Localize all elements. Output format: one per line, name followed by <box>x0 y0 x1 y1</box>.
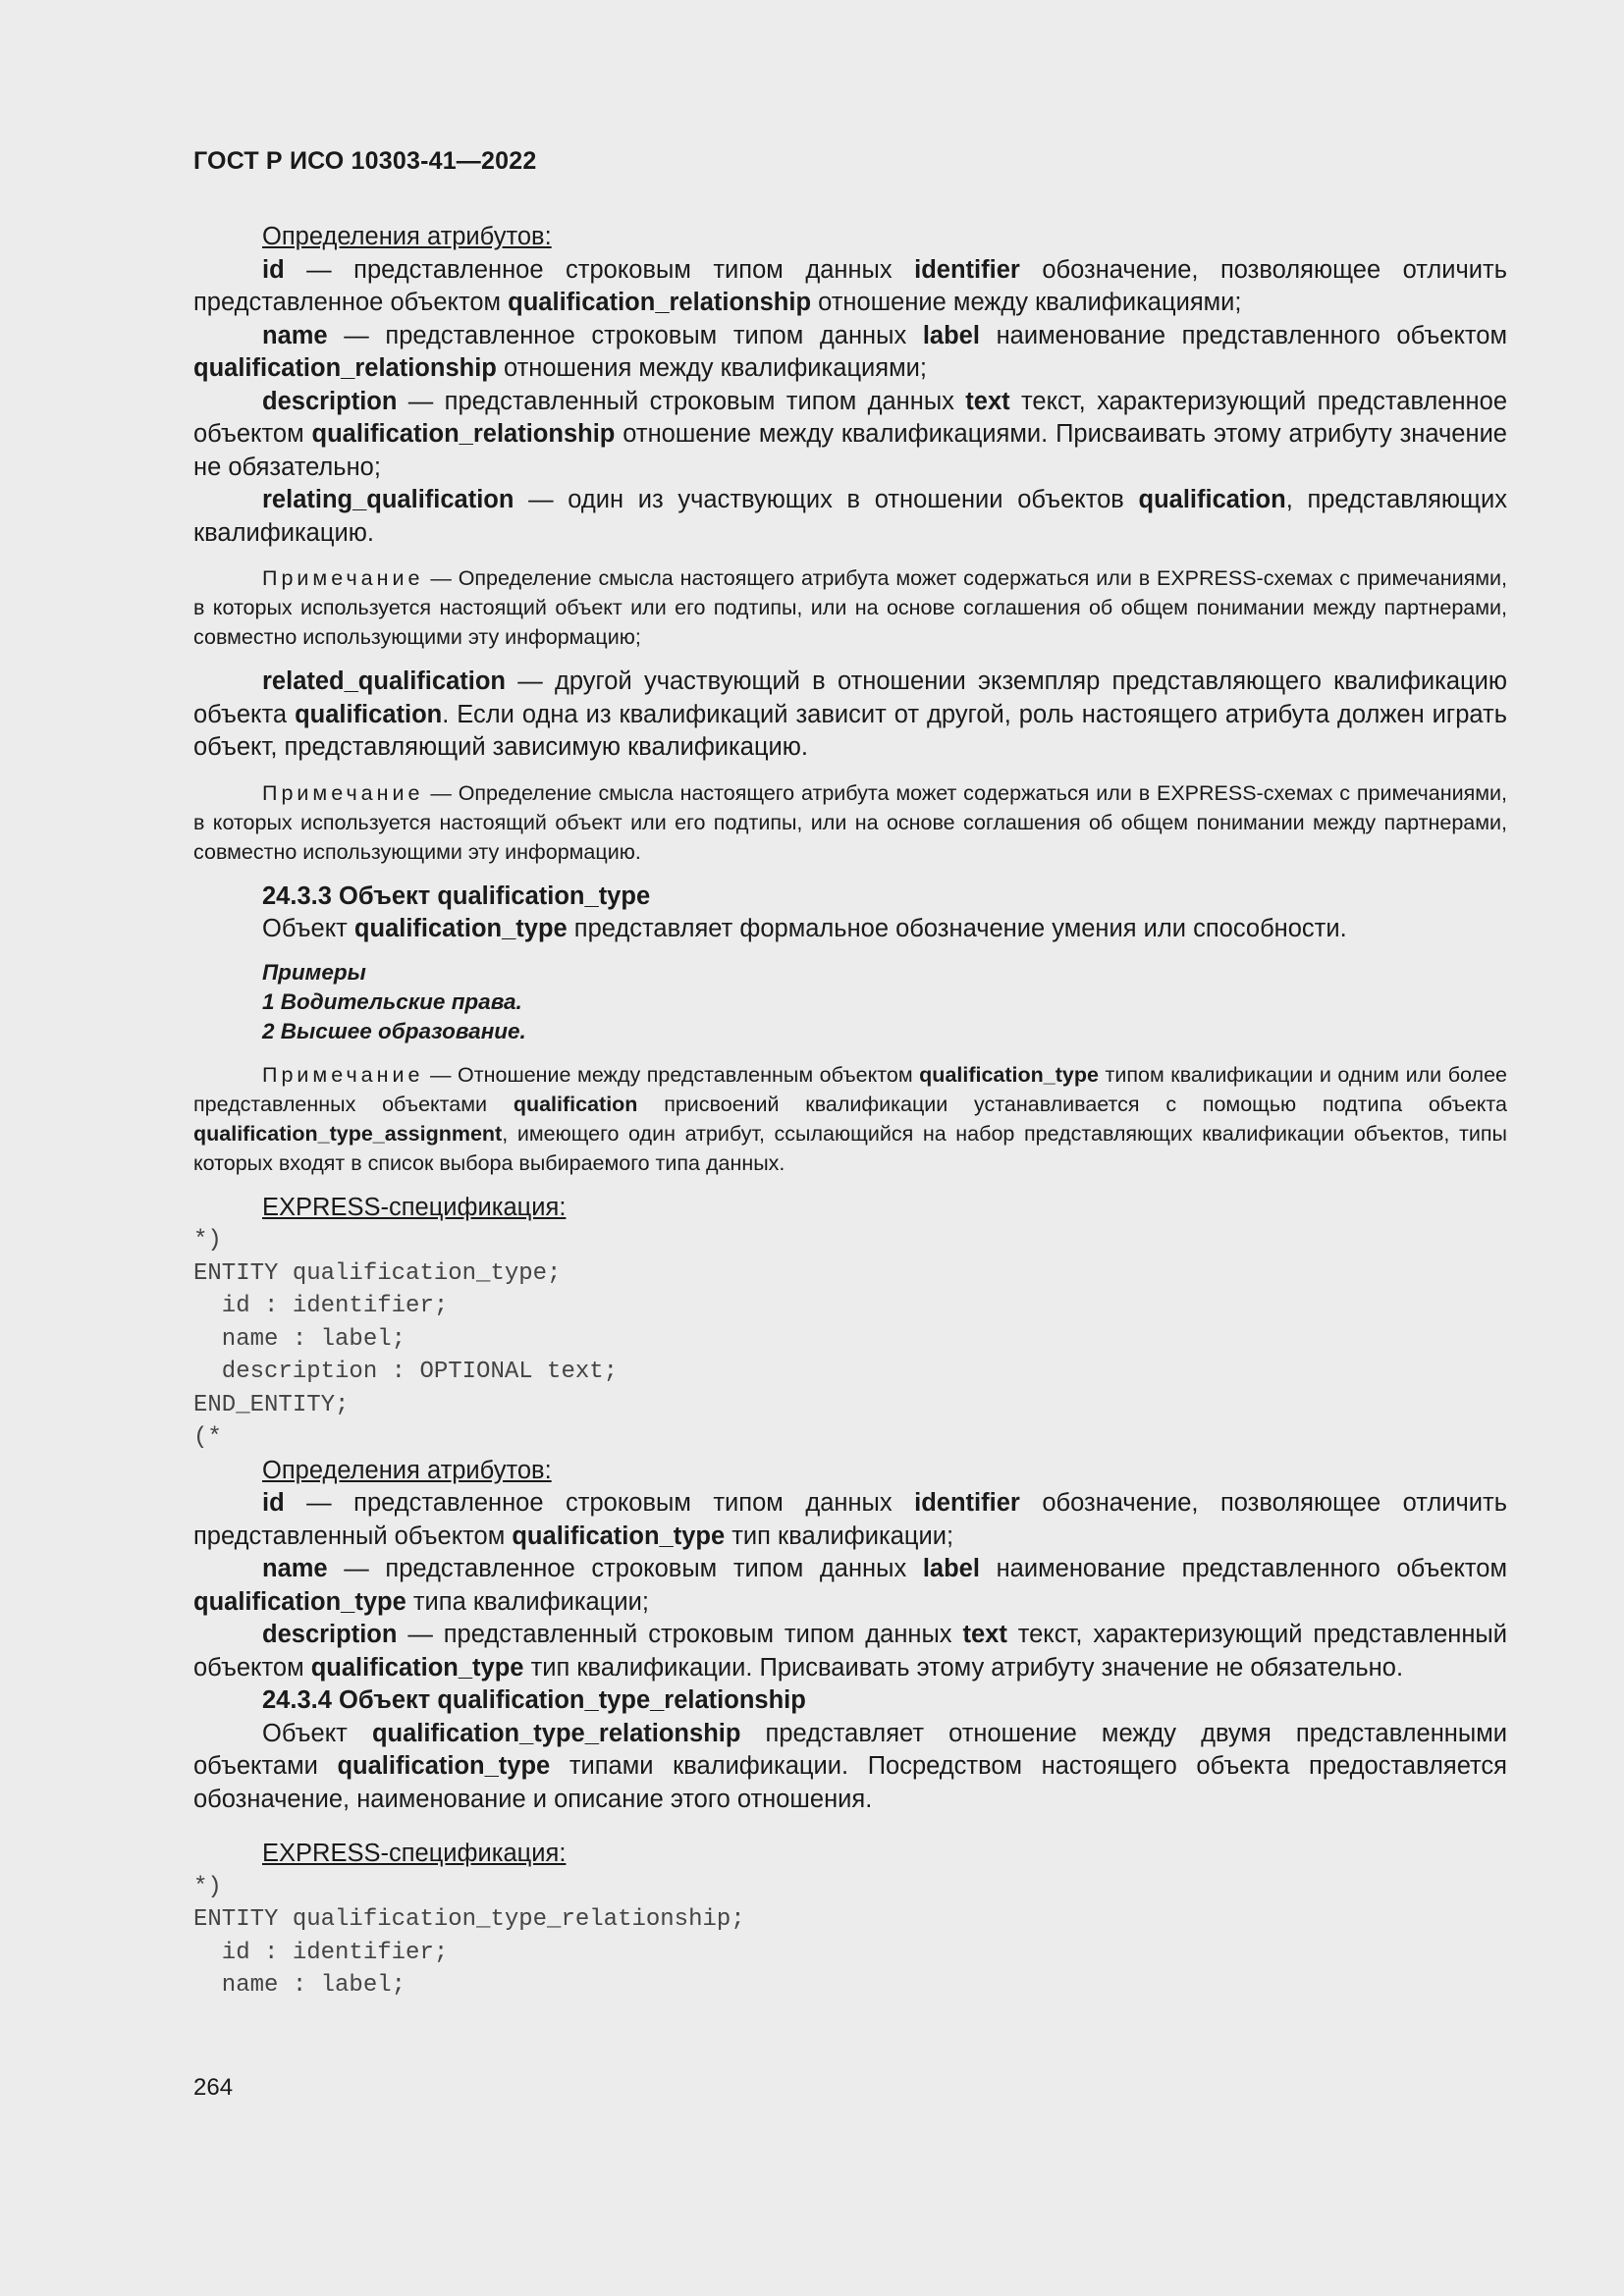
def-relating-qualification: relating_qualification — один из участвующих в отношении объектов qualification, представляющих квалификацию. <box>193 486 1508 547</box>
section-heading-24-3-4: 24.3.4 Объект qualification_type_relationship <box>262 1686 806 1714</box>
document-page <box>193 147 1507 2002</box>
page-number: 264 <box>193 2074 234 2101</box>
document-header: ГОСТ Р ИСО 10303-41—2022 <box>193 147 537 175</box>
note-3: Примечание — Отношение между представленным объектом qualification_type типом квалификации и одним или более представленных объектами qualification присвоений квалификации устанавливается с помощью подтипа объекта qualification_type_assignment, имеющего один атрибут, ссылающийся на набор представляющих квалификации объектов, типы которых входят в список выбора выбираемого типа данных. <box>193 1062 1507 1175</box>
def-name: name — представленное строковым типом данных label наименование представленного объектом qualification_relationship отношения между квалификациями; <box>193 321 1508 382</box>
examples-title: Примеры <box>262 959 366 985</box>
express-code-block-2: *) ENTITY qualification_type_relationship; id : identifier; name : label; <box>193 1873 745 1999</box>
def-id-2: id — представленное строковым типом данных identifier обозначение, позволяющее отличить представленный объектом qualification_type тип квалификации; <box>193 1489 1507 1550</box>
def-id: id — представленное строковым типом данных identifier обозначение, позволяющее отличить представленное объектом qualification_relationship отношение между квалификациями; <box>193 255 1507 316</box>
attribute-definitions-title: Определения атрибутов: <box>262 223 552 250</box>
def-description-2: description — представленный строковым типом данных text текст, характеризующий представленный объектом qualification_type тип квалификации. Присваивать этому атрибуту значение не обязательно. <box>193 1621 1507 1682</box>
def-related-qualification: related_qualification — другой участвующий в отношении экземпляр представляющего квалификацию объекта qualification. Если одна из квалификаций зависит от другой, роль настоящего атрибута должен играть объект, представляющий зависимую квалификацию. <box>193 667 1507 761</box>
section-heading-24-3-3: 24.3.3 Объект qualification_type <box>262 881 651 910</box>
example-1: 1 Водительские права. <box>262 988 522 1014</box>
express-spec-title: EXPRESS-спецификация: <box>262 1193 567 1221</box>
def-description: description — представленный строковым типом данных text текст, характеризующий представленное объектом qualification_relationship отношение между квалификациями. Присваивать этому атрибуту значение не обязательно; <box>193 387 1508 481</box>
example-2: 2 Высшее образование. <box>262 1018 526 1043</box>
note-1: Примечание — Определение смысла настоящего атрибута может содержаться или в EXPRESS-схемах с примечаниями, в которых используется настоящий объект или его подтипы, или на основе соглашения об общем понимании между партнерами, совместно использующими эту информацию; <box>193 566 1507 649</box>
note-2: Примечание — Определение смысла настоящего атрибута может содержаться или в EXPRESS-схемах с примечаниями, в которых используется настоящий объект или его подтипы, или на основе соглашения об общем понимании между партнерами, совместно использующими эту информацию. <box>193 780 1507 864</box>
section-intro-24-3-3: Объект qualification_type представляет формальное обозначение умения или способности. <box>262 915 1347 942</box>
section-intro-24-3-4: Объект qualification_type_relationship представляет отношение между двумя представленными объектами qualification_type типами квалификации. Посредством настоящего объекта предоставляется обозначение, наименование и описание этого отношения. <box>193 1719 1507 1813</box>
attribute-definitions-title-2: Определения атрибутов: <box>262 1456 552 1484</box>
def-name-2: name — представленное строковым типом данных label наименование представленного объектом qualification_type типа квалификации; <box>193 1555 1508 1616</box>
express-spec-title-2: EXPRESS-спецификация: <box>262 1840 567 1867</box>
express-code-block: *) ENTITY qualification_type; id : identifier; name : label; description : OPTIONAL text; END_ENTITY; (* <box>193 1227 619 1451</box>
